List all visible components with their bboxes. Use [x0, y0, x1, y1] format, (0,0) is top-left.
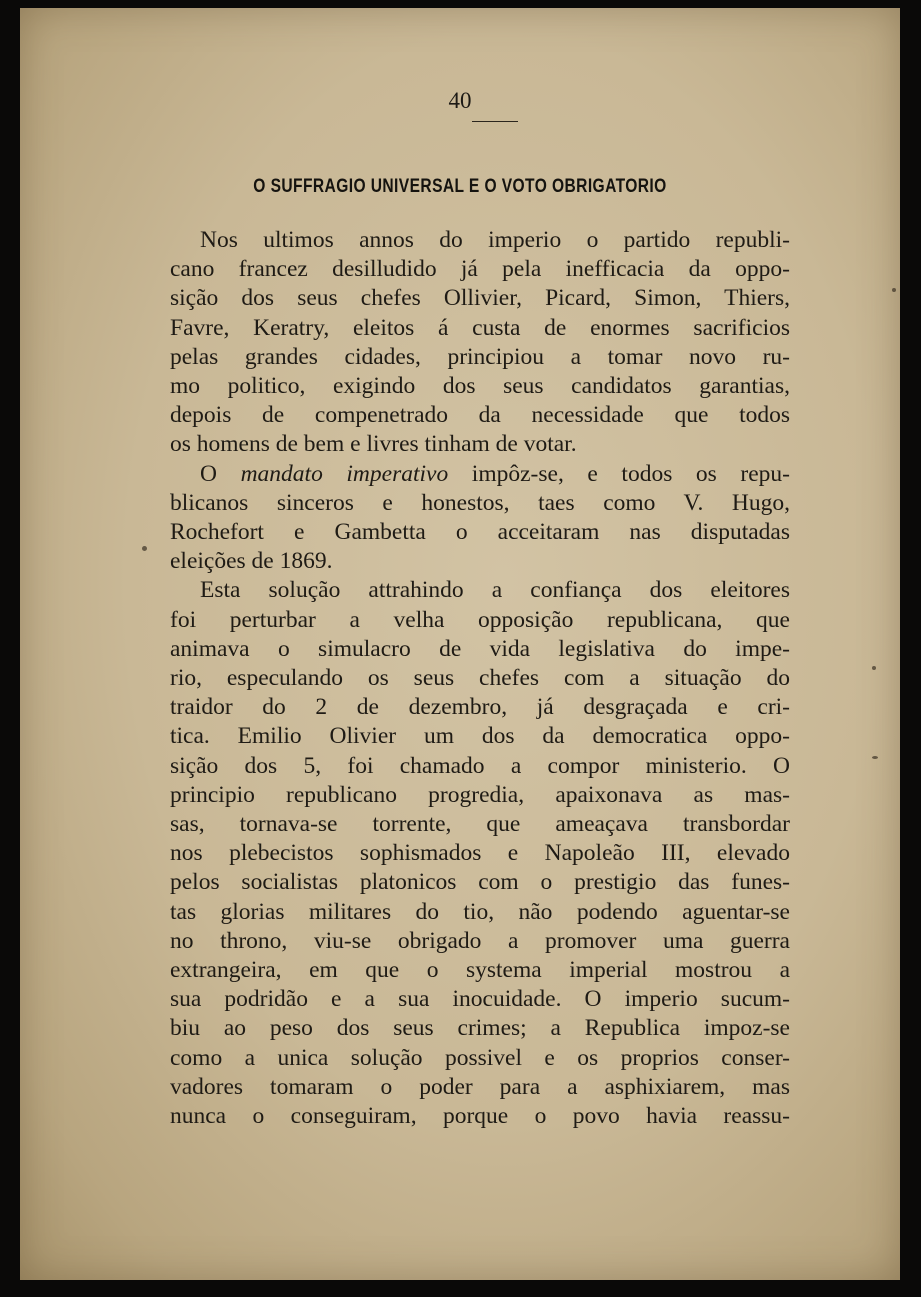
text-line: traidor do 2 de dezembro, já desgraçada e cri-	[170, 694, 790, 721]
text-line: mo politico, exigindo dos seus candidatos garantias,	[170, 373, 790, 400]
text-line: blicanos sinceros e honestos, taes como V. Hugo,	[170, 489, 790, 516]
text-line: foi perturbar a velha opposição republicana, que	[170, 606, 790, 633]
text-line: nos plebecistos sophismados e Napoleão III, elevado	[170, 840, 790, 867]
paragraph-1	[170, 226, 790, 460]
text-fragment: impôz-se, e todos os repu-	[448, 460, 790, 487]
paragraph-3	[170, 576, 790, 1131]
text-line: sua podridão e a sua inocuidade. O imperio sucum-	[170, 986, 790, 1013]
text-line: pelos socialistas platonicos com o prestigio das funes-	[170, 869, 790, 896]
text-line: rio, especulando os seus chefes com a situação do	[170, 665, 790, 692]
text-line: pelas grandes cidades, principiou a tomar novo ru-	[170, 343, 790, 370]
text-line: biu ao peso dos seus crimes; a Republica impoz-se	[170, 1015, 790, 1042]
text-line	[170, 460, 790, 489]
text-line: tica. Emilio Olivier um dos da democratica oppo-	[170, 723, 790, 750]
text-line: extrangeira, em que o systema imperial mostrou a	[170, 957, 790, 984]
text-line: animava o simulacro de vida legislativa do impe-	[170, 635, 790, 662]
page-number: 40	[448, 88, 472, 113]
text-line: principio republicano progredia, apaixonava as mas-	[170, 781, 790, 808]
text-line: Esta solução attrahindo a confiança dos eleitores	[200, 577, 790, 604]
text-line: Nos ultimos annos do imperio o partido republi-	[200, 227, 790, 253]
paper-speck	[892, 288, 896, 292]
paper-speck	[142, 546, 147, 551]
text-line: como a unica solução possivel e os proprios conser-	[170, 1044, 790, 1071]
text-line: cano francez desilludido já pela inefficacia da oppo-	[170, 256, 790, 283]
text-line: tas glorias militares do tio, não podendo aguentar-se	[170, 898, 790, 925]
body-text	[170, 226, 790, 1131]
text-fragment: O	[200, 460, 241, 487]
text-line: sas, tornava-se torrente, que ameaçava transbordar	[170, 811, 790, 838]
paper-speck	[872, 666, 876, 670]
text-line: nunca o conseguiram, porque o povo havia reassu-	[170, 1103, 790, 1130]
text-line: vadores tomaram o poder para a asphixiarem, mas	[170, 1073, 790, 1100]
book-page	[20, 8, 900, 1280]
text-line: Rochefort e Gambetta o acceitaram nas disputadas	[170, 519, 790, 546]
text-line: no throno, viu-se obrigado a promover uma guerra	[170, 927, 790, 954]
page-number-rule	[472, 121, 518, 122]
paper-speck	[872, 756, 878, 759]
text-line: depois de compenetrado da necessidade que todos	[170, 402, 790, 429]
text-line: eleições de 1869.	[170, 548, 333, 575]
text-line: sição dos 5, foi chamado a compor ministerio. O	[170, 752, 790, 779]
paragraph-2	[170, 460, 790, 577]
italic-term: mandato imperativo	[240, 460, 449, 487]
text-line: Favre, Keratry, eleitos á custa de enormes sacrificios	[170, 314, 790, 341]
text-line: os homens de bem e livres tinham de votar.	[170, 431, 577, 458]
chapter-heading: O SUFFRAGIO UNIVERSAL E O VOTO OBRIGATORIO	[253, 176, 667, 197]
text-line: sição dos seus chefes Ollivier, Picard, Simon, Thiers,	[170, 285, 790, 312]
